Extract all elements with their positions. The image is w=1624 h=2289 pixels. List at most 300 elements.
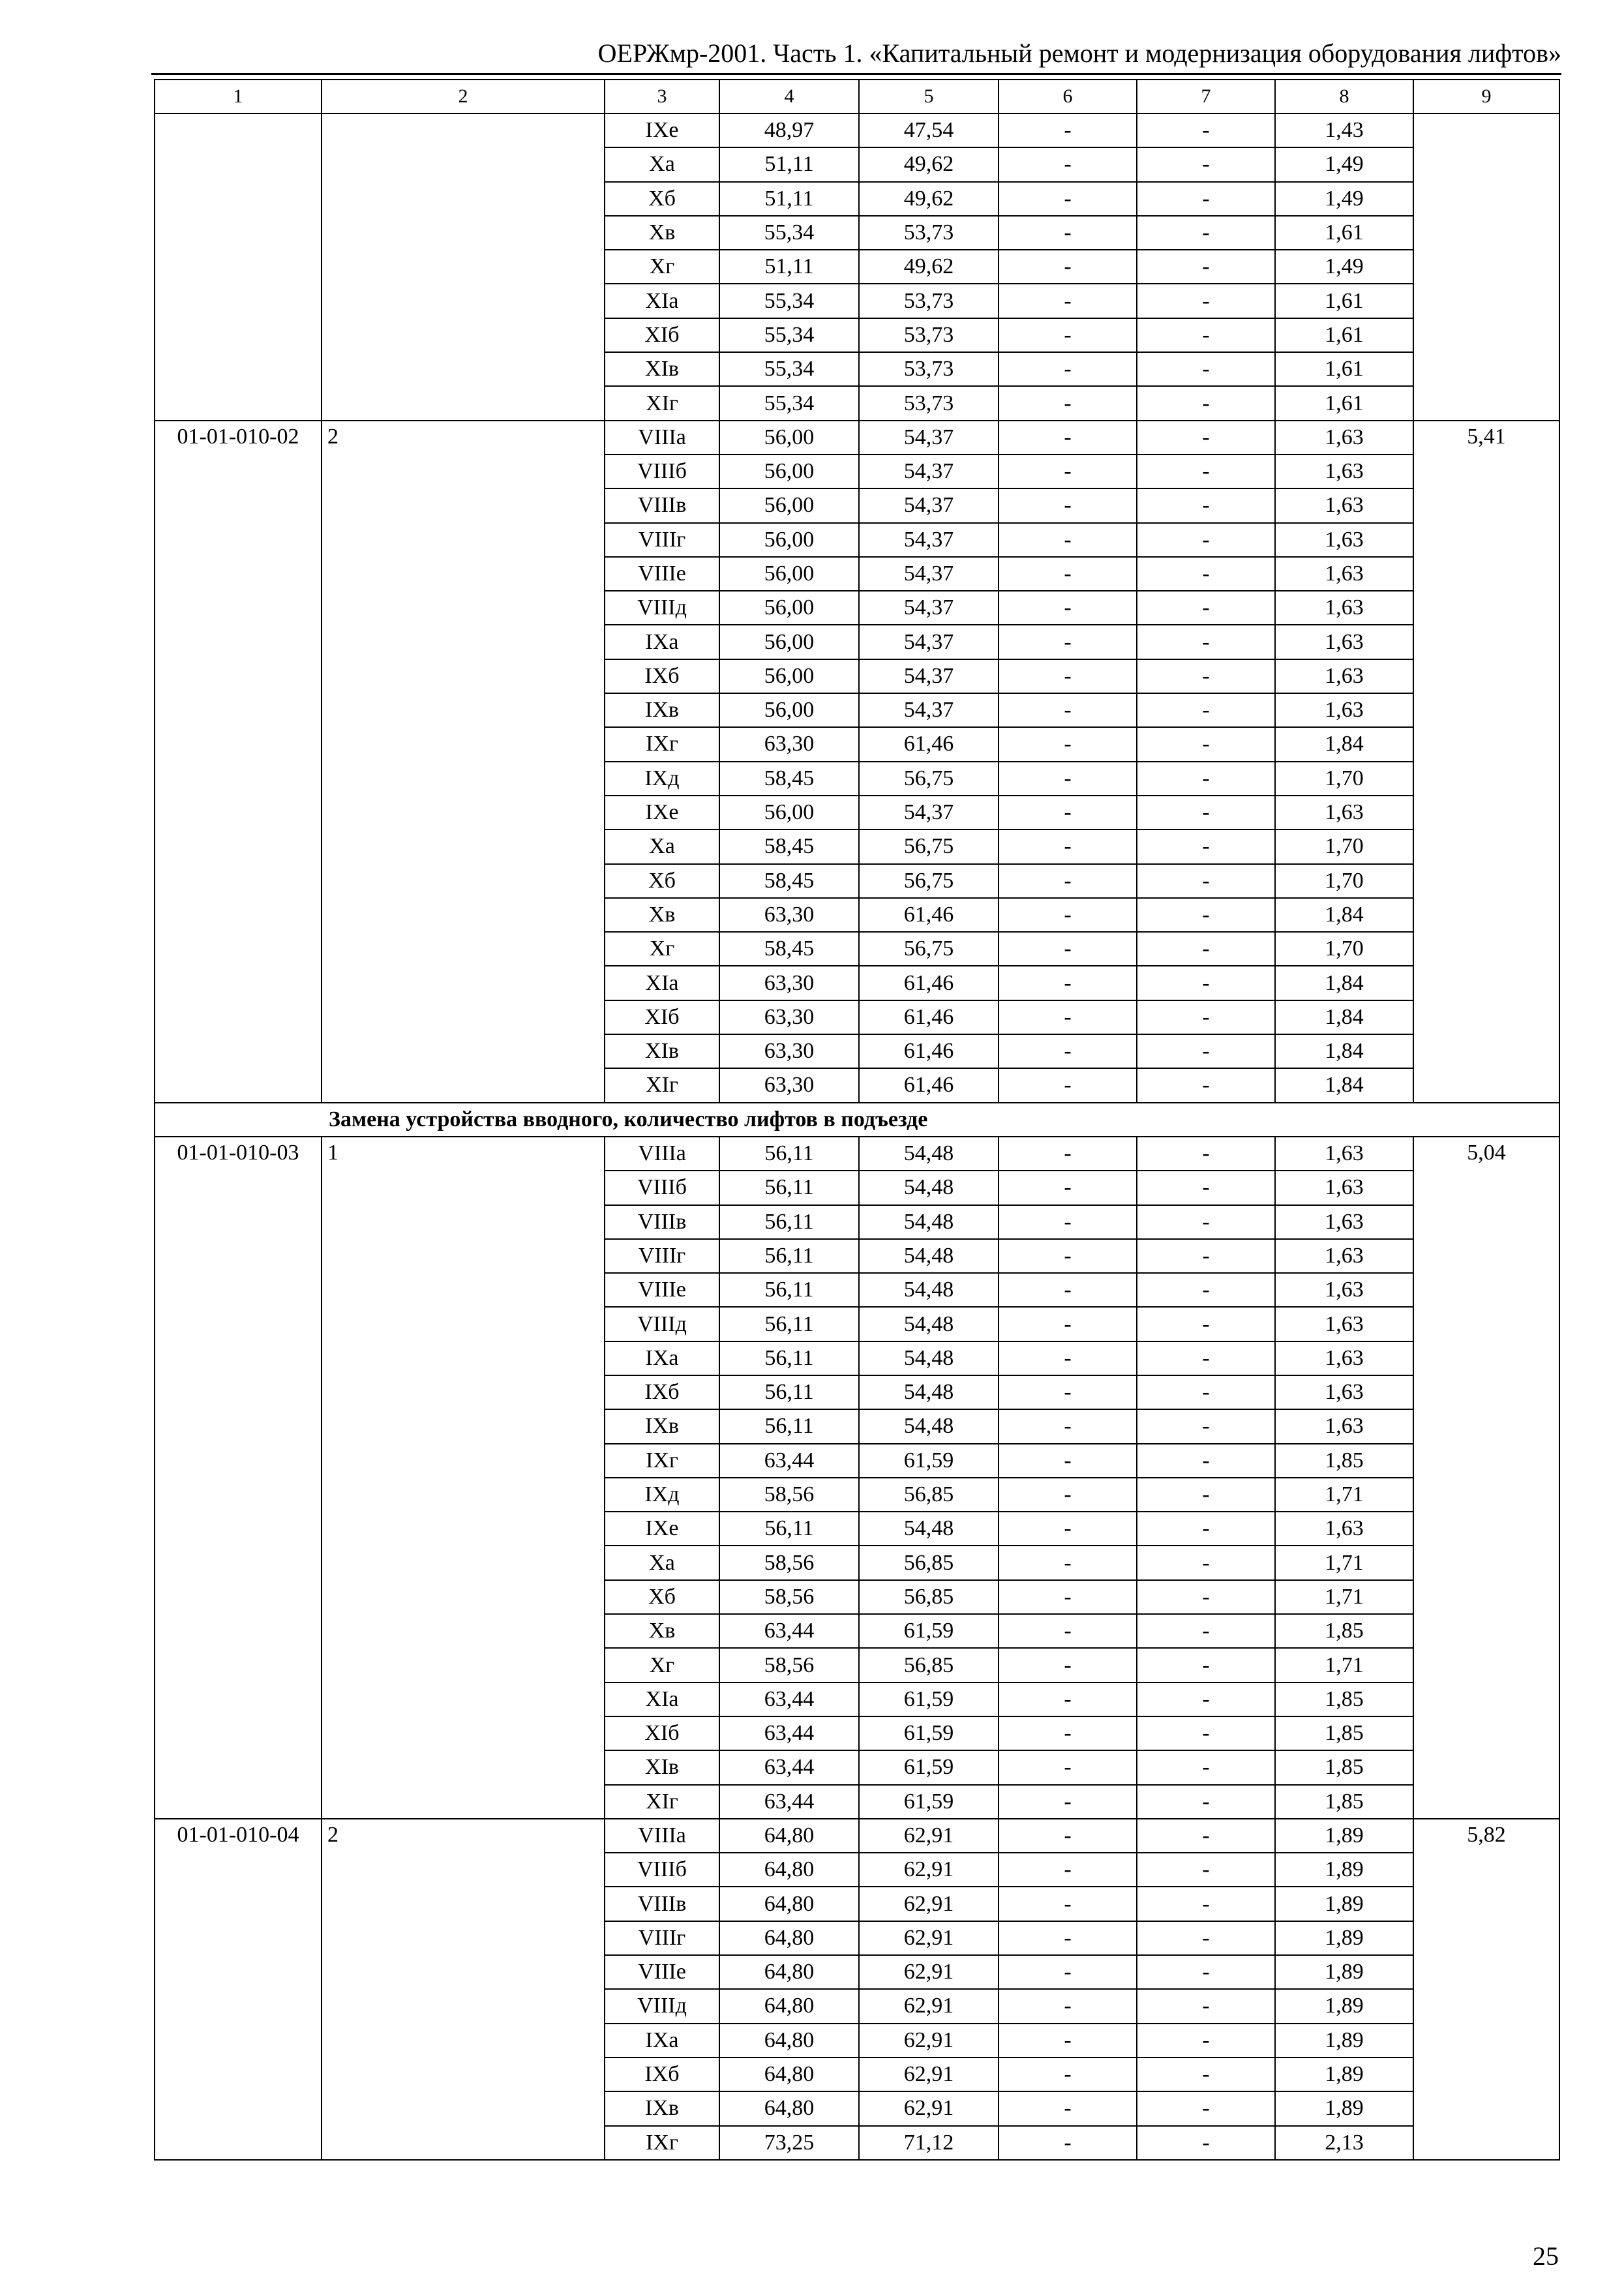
materials-cost-cell: 1,89 <box>1275 1853 1413 1887</box>
machinist-cost-cell: - <box>1137 1205 1275 1239</box>
table-row <box>155 421 1559 455</box>
labor-cost-cell: 54,37 <box>859 455 999 488</box>
zone-cell: XIг <box>605 1785 719 1819</box>
labor-cost-cell: 61,59 <box>859 1750 999 1784</box>
cost-total-cell: 56,00 <box>719 693 859 727</box>
cost-total-cell: 56,11 <box>719 1171 859 1204</box>
machine-cost-cell: - <box>999 1068 1137 1102</box>
materials-cost-cell: 1,85 <box>1275 1614 1413 1648</box>
machinist-cost-cell: - <box>1137 284 1275 318</box>
materials-cost-cell: 1,49 <box>1275 147 1413 181</box>
labor-cost-cell: 56,75 <box>859 762 999 796</box>
cost-total-cell: 64,80 <box>719 2091 859 2125</box>
cost-total-cell: 64,80 <box>719 2057 859 2091</box>
zone-cell: Xг <box>605 932 719 966</box>
cost-total-cell: 56,11 <box>719 1273 859 1307</box>
zone-cell: IXа <box>605 625 719 659</box>
labor-cost-cell: 54,48 <box>859 1171 999 1204</box>
cost-total-cell: 58,56 <box>719 1580 859 1614</box>
materials-cost-cell: 1,63 <box>1275 1137 1413 1171</box>
zone-cell: IXб <box>605 2057 719 2091</box>
materials-cost-cell: 1,63 <box>1275 1512 1413 1546</box>
labor-cost-cell: 62,91 <box>859 1819 999 1853</box>
labor-cost-cell: 71,12 <box>859 2126 999 2160</box>
machinist-cost-cell: - <box>1137 352 1275 386</box>
labor-cost-cell: 56,75 <box>859 932 999 966</box>
zone-cell: Xа <box>605 830 719 863</box>
cost-total-cell: 58,45 <box>719 864 859 898</box>
cost-total-cell: 55,34 <box>719 318 859 352</box>
machinist-cost-cell: - <box>1137 1409 1275 1443</box>
zone-cell: Xг <box>605 250 719 284</box>
zone-cell: VIIIв <box>605 1205 719 1239</box>
cost-total-cell: 56,11 <box>719 1341 859 1375</box>
materials-cost-cell: 1,84 <box>1275 898 1413 932</box>
lifts-count-cell <box>322 113 605 421</box>
machine-cost-cell: - <box>999 1819 1137 1853</box>
machinist-cost-cell: - <box>1137 1614 1275 1648</box>
column-number-row <box>155 80 1559 113</box>
labor-cost-cell: 62,91 <box>859 2024 999 2057</box>
machinist-cost-cell: - <box>1137 1307 1275 1341</box>
machinist-cost-cell: - <box>1137 2126 1275 2160</box>
labor-cost-cell: 49,62 <box>859 182 999 216</box>
labor-cost-cell: 53,73 <box>859 352 999 386</box>
cost-total-cell: 56,11 <box>719 1205 859 1239</box>
machinist-cost-cell: - <box>1137 1921 1275 1955</box>
machine-cost-cell: - <box>999 1648 1137 1682</box>
labor-cost-cell: 54,48 <box>859 1341 999 1375</box>
materials-cost-cell: 1,89 <box>1275 1819 1413 1853</box>
zone-cell: IXе <box>605 113 719 147</box>
zone-cell: VIIIа <box>605 1137 719 1171</box>
cost-total-cell: 63,30 <box>719 898 859 932</box>
labor-cost-cell: 56,85 <box>859 1648 999 1682</box>
machine-cost-cell: - <box>999 1239 1137 1273</box>
cost-total-cell: 51,11 <box>719 250 859 284</box>
machinist-cost-cell: - <box>1137 591 1275 625</box>
machine-cost-cell: - <box>999 1375 1137 1409</box>
machine-cost-cell: - <box>999 898 1137 932</box>
materials-cost-cell: 1,89 <box>1275 1921 1413 1955</box>
materials-cost-cell: 1,63 <box>1275 1239 1413 1273</box>
machinist-cost-cell: - <box>1137 1546 1275 1579</box>
labor-cost-cell: 53,73 <box>859 318 999 352</box>
machinist-cost-cell: - <box>1137 1580 1275 1614</box>
zone-cell: Xб <box>605 864 719 898</box>
zone-cell: XIа <box>605 966 719 1000</box>
machine-cost-cell: - <box>999 1341 1137 1375</box>
machinist-cost-cell: - <box>1137 1512 1275 1546</box>
machinist-cost-cell: - <box>1137 1819 1275 1853</box>
zone-cell: XIб <box>605 318 719 352</box>
labor-cost-cell: 61,59 <box>859 1785 999 1819</box>
machine-cost-cell: - <box>999 216 1137 250</box>
machinist-cost-cell: - <box>1137 318 1275 352</box>
cost-total-cell: 56,00 <box>719 557 859 591</box>
zone-cell: IXв <box>605 693 719 727</box>
zone-cell: VIIIе <box>605 557 719 591</box>
machinist-cost-cell: - <box>1137 147 1275 181</box>
labor-cost-cell: 49,62 <box>859 147 999 181</box>
zone-cell: VIIIе <box>605 1273 719 1307</box>
machinist-cost-cell: - <box>1137 250 1275 284</box>
machine-cost-cell: - <box>999 1171 1137 1204</box>
cost-total-cell: 63,44 <box>719 1444 859 1478</box>
materials-cost-cell: 1,85 <box>1275 1683 1413 1716</box>
machinist-cost-cell: - <box>1137 1478 1275 1512</box>
cost-total-cell: 63,30 <box>719 1000 859 1034</box>
cost-total-cell: 73,25 <box>719 2126 859 2160</box>
machine-cost-cell: - <box>999 318 1137 352</box>
table-row <box>155 1137 1559 1171</box>
machinist-cost-cell: - <box>1137 1648 1275 1682</box>
zone-cell: IXе <box>605 796 719 830</box>
column-number: 5 <box>859 80 999 113</box>
cost-total-cell: 56,00 <box>719 659 859 693</box>
zone-cell: VIIIб <box>605 455 719 488</box>
machine-cost-cell: - <box>999 1853 1137 1887</box>
zone-cell: IXв <box>605 1409 719 1443</box>
materials-cost-cell: 1,63 <box>1275 796 1413 830</box>
machinist-cost-cell: - <box>1137 1000 1275 1034</box>
machine-cost-cell: - <box>999 693 1137 727</box>
machine-cost-cell: - <box>999 1000 1137 1034</box>
machine-cost-cell: - <box>999 762 1137 796</box>
labor-cost-cell: 62,91 <box>859 2091 999 2125</box>
materials-cost-cell: 1,63 <box>1275 1375 1413 1409</box>
page-number: 25 <box>1533 2241 1559 2271</box>
cost-total-cell: 58,45 <box>719 762 859 796</box>
zone-cell: VIIIг <box>605 523 719 557</box>
zone-cell: XIб <box>605 1000 719 1034</box>
zone-cell: XIг <box>605 386 719 420</box>
materials-cost-cell: 1,63 <box>1275 1171 1413 1204</box>
zone-cell: IXб <box>605 1375 719 1409</box>
zone-cell: VIIIа <box>605 1819 719 1853</box>
zone-cell: VIIIд <box>605 1307 719 1341</box>
machinist-cost-cell: - <box>1137 727 1275 761</box>
machinist-cost-cell: - <box>1137 1375 1275 1409</box>
zone-cell: IXб <box>605 659 719 693</box>
zone-cell: VIIIе <box>605 1955 719 1989</box>
machine-cost-cell: - <box>999 796 1137 830</box>
cost-total-cell: 63,44 <box>719 1785 859 1819</box>
machine-cost-cell: - <box>999 1921 1137 1955</box>
zone-cell: XIа <box>605 284 719 318</box>
machine-cost-cell: - <box>999 1683 1137 1716</box>
cost-total-cell: 51,11 <box>719 182 859 216</box>
machine-cost-cell: - <box>999 1478 1137 1512</box>
materials-cost-cell: 1,89 <box>1275 1887 1413 1921</box>
labor-cost-cell: 61,59 <box>859 1716 999 1750</box>
labor-cost-cell: 54,48 <box>859 1375 999 1409</box>
machine-cost-cell: - <box>999 1273 1137 1307</box>
rate-code-cell: 01-01-010-02 <box>155 421 322 1103</box>
zone-cell: VIIIб <box>605 1853 719 1887</box>
materials-cost-cell: 1,63 <box>1275 523 1413 557</box>
labor-cost-cell: 54,37 <box>859 557 999 591</box>
machine-cost-cell: - <box>999 488 1137 522</box>
labor-cost-cell: 54,37 <box>859 796 999 830</box>
machine-cost-cell: - <box>999 1034 1137 1068</box>
machine-cost-cell: - <box>999 659 1137 693</box>
cost-total-cell: 56,11 <box>719 1307 859 1341</box>
machinist-cost-cell: - <box>1137 1068 1275 1102</box>
machinist-cost-cell: - <box>1137 864 1275 898</box>
machine-cost-cell: - <box>999 523 1137 557</box>
column-number: 1 <box>155 80 322 113</box>
machinist-cost-cell: - <box>1137 1853 1275 1887</box>
labor-cost-cell: 54,48 <box>859 1273 999 1307</box>
labor-cost-cell: 61,46 <box>859 727 999 761</box>
cost-total-cell: 63,30 <box>719 1068 859 1102</box>
labor-cost-cell: 61,46 <box>859 898 999 932</box>
machinist-cost-cell: - <box>1137 1955 1275 1989</box>
machinist-cost-cell: - <box>1137 1171 1275 1204</box>
zone-cell: VIIIа <box>605 421 719 455</box>
machine-cost-cell: - <box>999 113 1137 147</box>
machine-cost-cell: - <box>999 966 1137 1000</box>
materials-cost-cell: 1,71 <box>1275 1546 1413 1579</box>
materials-cost-cell: 1,85 <box>1275 1444 1413 1478</box>
labor-cost-cell: 62,91 <box>859 1853 999 1887</box>
materials-cost-cell: 1,85 <box>1275 1750 1413 1784</box>
zone-cell: Xа <box>605 147 719 181</box>
rate-code-cell <box>155 113 322 421</box>
zone-cell: IXе <box>605 1512 719 1546</box>
machine-cost-cell: - <box>999 1614 1137 1648</box>
labor-cost-cell: 61,59 <box>859 1683 999 1716</box>
machine-cost-cell: - <box>999 1580 1137 1614</box>
labor-cost-cell: 61,59 <box>859 1444 999 1478</box>
zone-cell: Xв <box>605 216 719 250</box>
labor-cost-cell: 62,91 <box>859 1887 999 1921</box>
machinist-cost-cell: - <box>1137 1239 1275 1273</box>
zone-cell: Xа <box>605 1546 719 1579</box>
labor-cost-cell: 49,62 <box>859 250 999 284</box>
labor-cost-cell: 54,48 <box>859 1409 999 1443</box>
machinist-cost-cell: - <box>1137 2057 1275 2091</box>
machine-cost-cell: - <box>999 182 1137 216</box>
labor-hours-cell: 5,41 <box>1413 421 1559 1103</box>
column-number: 2 <box>322 80 605 113</box>
materials-cost-cell: 1,84 <box>1275 1034 1413 1068</box>
materials-cost-cell: 1,70 <box>1275 830 1413 863</box>
zone-cell: Xг <box>605 1648 719 1682</box>
labor-cost-cell: 53,73 <box>859 386 999 420</box>
cost-total-cell: 64,80 <box>719 1819 859 1853</box>
materials-cost-cell: 1,84 <box>1275 1068 1413 1102</box>
machinist-cost-cell: - <box>1137 1785 1275 1819</box>
labor-cost-cell: 61,46 <box>859 1000 999 1034</box>
materials-cost-cell: 1,49 <box>1275 250 1413 284</box>
materials-cost-cell: 1,70 <box>1275 762 1413 796</box>
materials-cost-cell: 1,63 <box>1275 659 1413 693</box>
machine-cost-cell: - <box>999 830 1137 863</box>
zone-cell: IXа <box>605 2024 719 2057</box>
labor-cost-cell: 54,37 <box>859 488 999 522</box>
zone-cell: XIг <box>605 1068 719 1102</box>
column-number: 9 <box>1413 80 1559 113</box>
machinist-cost-cell: - <box>1137 2091 1275 2125</box>
machinist-cost-cell: - <box>1137 1683 1275 1716</box>
zone-cell: Xб <box>605 1580 719 1614</box>
labor-cost-cell: 61,46 <box>859 1034 999 1068</box>
materials-cost-cell: 1,85 <box>1275 1716 1413 1750</box>
cost-total-cell: 63,30 <box>719 966 859 1000</box>
cost-total-cell: 58,56 <box>719 1478 859 1512</box>
materials-cost-cell: 1,89 <box>1275 1955 1413 1989</box>
machinist-cost-cell: - <box>1137 113 1275 147</box>
labor-cost-cell: 61,59 <box>859 1614 999 1648</box>
cost-total-cell: 64,80 <box>719 1955 859 1989</box>
machinist-cost-cell: - <box>1137 2024 1275 2057</box>
cost-total-cell: 64,80 <box>719 1989 859 2023</box>
labor-cost-cell: 54,37 <box>859 693 999 727</box>
machinist-cost-cell: - <box>1137 1444 1275 1478</box>
cost-total-cell: 63,30 <box>719 1034 859 1068</box>
machinist-cost-cell: - <box>1137 1034 1275 1068</box>
materials-cost-cell: 1,43 <box>1275 113 1413 147</box>
machinist-cost-cell: - <box>1137 830 1275 863</box>
machine-cost-cell: - <box>999 284 1137 318</box>
materials-cost-cell: 1,63 <box>1275 1273 1413 1307</box>
materials-cost-cell: 1,85 <box>1275 1785 1413 1819</box>
materials-cost-cell: 1,63 <box>1275 421 1413 455</box>
machine-cost-cell: - <box>999 625 1137 659</box>
machinist-cost-cell: - <box>1137 1750 1275 1784</box>
cost-total-cell: 48,97 <box>719 113 859 147</box>
zone-cell: IXг <box>605 2126 719 2160</box>
machine-cost-cell: - <box>999 1546 1137 1579</box>
machinist-cost-cell: - <box>1137 625 1275 659</box>
machinist-cost-cell: - <box>1137 1716 1275 1750</box>
zone-cell: Xв <box>605 1614 719 1648</box>
table-body <box>155 80 1559 2160</box>
machinist-cost-cell: - <box>1137 693 1275 727</box>
zone-cell: XIв <box>605 1750 719 1784</box>
machine-cost-cell: - <box>999 2126 1137 2160</box>
cost-total-cell: 63,44 <box>719 1716 859 1750</box>
machinist-cost-cell: - <box>1137 1989 1275 2023</box>
labor-cost-cell: 62,91 <box>859 1955 999 1989</box>
machine-cost-cell: - <box>999 591 1137 625</box>
materials-cost-cell: 1,61 <box>1275 318 1413 352</box>
zone-cell: IXа <box>605 1341 719 1375</box>
labor-hours-cell: 5,04 <box>1413 1137 1559 1819</box>
machinist-cost-cell: - <box>1137 455 1275 488</box>
materials-cost-cell: 1,84 <box>1275 727 1413 761</box>
machine-cost-cell: - <box>999 1512 1137 1546</box>
zone-cell: VIIIд <box>605 1989 719 2023</box>
labor-hours-cell: 5,82 <box>1413 1819 1559 2160</box>
machine-cost-cell: - <box>999 557 1137 591</box>
rates-table <box>154 79 1560 2161</box>
machinist-cost-cell: - <box>1137 762 1275 796</box>
machinist-cost-cell: - <box>1137 1887 1275 1921</box>
section-title: Замена устройства вводного, количество лифтов в подъезде <box>155 1103 1559 1137</box>
cost-total-cell: 64,80 <box>719 1853 859 1887</box>
zone-cell: IXг <box>605 727 719 761</box>
zone-cell: VIIIв <box>605 488 719 522</box>
machine-cost-cell: - <box>999 352 1137 386</box>
table-row <box>155 1819 1559 1853</box>
zone-cell: XIб <box>605 1716 719 1750</box>
rate-code-cell: 01-01-010-04 <box>155 1819 322 2160</box>
cost-total-cell: 64,80 <box>719 2024 859 2057</box>
header-rule <box>151 73 1561 75</box>
cost-total-cell: 63,44 <box>719 1750 859 1784</box>
machine-cost-cell: - <box>999 1444 1137 1478</box>
materials-cost-cell: 1,71 <box>1275 1478 1413 1512</box>
machine-cost-cell: - <box>999 250 1137 284</box>
zone-cell: XIв <box>605 352 719 386</box>
column-number: 8 <box>1275 80 1413 113</box>
machinist-cost-cell: - <box>1137 932 1275 966</box>
zone-cell: XIа <box>605 1683 719 1716</box>
machine-cost-cell: - <box>999 727 1137 761</box>
materials-cost-cell: 1,89 <box>1275 2057 1413 2091</box>
materials-cost-cell: 1,63 <box>1275 693 1413 727</box>
cost-total-cell: 56,11 <box>719 1409 859 1443</box>
cost-total-cell: 64,80 <box>719 1887 859 1921</box>
cost-total-cell: 58,45 <box>719 830 859 863</box>
zone-cell: VIIIг <box>605 1921 719 1955</box>
cost-total-cell: 56,11 <box>719 1375 859 1409</box>
cost-total-cell: 55,34 <box>719 216 859 250</box>
labor-cost-cell: 56,85 <box>859 1478 999 1512</box>
cost-total-cell: 56,00 <box>719 796 859 830</box>
machine-cost-cell: - <box>999 1989 1137 2023</box>
materials-cost-cell: 1,71 <box>1275 1648 1413 1682</box>
cost-total-cell: 64,80 <box>719 1921 859 1955</box>
materials-cost-cell: 1,84 <box>1275 966 1413 1000</box>
materials-cost-cell: 1,70 <box>1275 932 1413 966</box>
materials-cost-cell: 1,61 <box>1275 284 1413 318</box>
machinist-cost-cell: - <box>1137 898 1275 932</box>
section-row <box>155 1103 1559 1137</box>
cost-total-cell: 51,11 <box>719 147 859 181</box>
machinist-cost-cell: - <box>1137 659 1275 693</box>
labor-hours-cell <box>1413 113 1559 421</box>
cost-total-cell: 58,56 <box>719 1648 859 1682</box>
cost-total-cell: 56,00 <box>719 455 859 488</box>
column-number: 3 <box>605 80 719 113</box>
machine-cost-cell: - <box>999 147 1137 181</box>
rate-code-cell: 01-01-010-03 <box>155 1137 322 1819</box>
cost-total-cell: 58,45 <box>719 932 859 966</box>
machinist-cost-cell: - <box>1137 557 1275 591</box>
machine-cost-cell: - <box>999 1409 1137 1443</box>
zone-cell: IXг <box>605 1444 719 1478</box>
materials-cost-cell: 1,61 <box>1275 352 1413 386</box>
materials-cost-cell: 1,63 <box>1275 1409 1413 1443</box>
materials-cost-cell: 1,89 <box>1275 2091 1413 2125</box>
zone-cell: IXв <box>605 2091 719 2125</box>
zone-cell: Xв <box>605 898 719 932</box>
materials-cost-cell: 2,13 <box>1275 2126 1413 2160</box>
lifts-count-cell: 1 <box>322 1137 605 1819</box>
materials-cost-cell: 1,70 <box>1275 864 1413 898</box>
materials-cost-cell: 1,63 <box>1275 625 1413 659</box>
machine-cost-cell: - <box>999 421 1137 455</box>
materials-cost-cell: 1,61 <box>1275 386 1413 420</box>
materials-cost-cell: 1,63 <box>1275 488 1413 522</box>
labor-cost-cell: 54,37 <box>859 625 999 659</box>
labor-cost-cell: 54,48 <box>859 1307 999 1341</box>
machinist-cost-cell: - <box>1137 386 1275 420</box>
